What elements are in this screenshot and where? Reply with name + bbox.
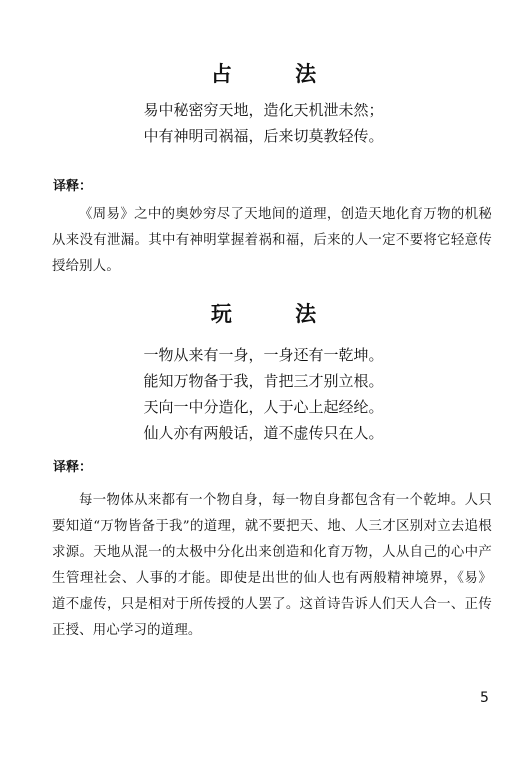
translation-paragraph-divination: 《周易》之中的奥妙穷尽了天地间的道理，创造天地化育万物的机秘从来没有泄漏。其中有神明掌握着祸和福，后来的人一定不要将它轻意传授给别人。 xyxy=(52,207,492,274)
translation-label: 译释： xyxy=(53,460,93,475)
verse-line: 天向一中分造化，人于心上起经纶。 xyxy=(143,398,384,416)
verse-line: 易中秘密穷天地，造化天机泄未然； xyxy=(143,101,384,119)
verse-contemplation xyxy=(0,342,527,446)
section-heading-contemplation: 玩 法 xyxy=(210,302,345,326)
verse-line: 仙人亦有两般话，道不虚传只在人。 xyxy=(143,424,384,442)
verse-line: 一物从来有一身，一身还有一乾坤。 xyxy=(143,346,384,364)
translation-label: 译释： xyxy=(53,179,93,194)
verse-line: 中有神明司祸福，后来切莫教轻传。 xyxy=(143,127,384,145)
verse-divination xyxy=(0,97,527,149)
page-number: 5 xyxy=(480,690,489,706)
verse-line: 能知万物备于我，肯把三才别立根。 xyxy=(143,372,384,390)
translation-paragraph-contemplation: 每一物体从来都有一个物自身，每一物自身都包含有一个乾坤。人只要知道“万物皆备于我”的道理，就不要把天、地、人三才区别对立去追根求源。天地从混一的太极中分化出来创造和化育万物，人从自己的心中产生管理社会、人事的才能。即使是出世的仙人也有两般精神境界，《易》道不虚传，只是相对于所传授的人罢了。这首诗告诉人们天人合一、正传正授、用心学习的道理。 xyxy=(52,493,492,638)
section-heading-divination: 占 法 xyxy=(210,62,345,86)
